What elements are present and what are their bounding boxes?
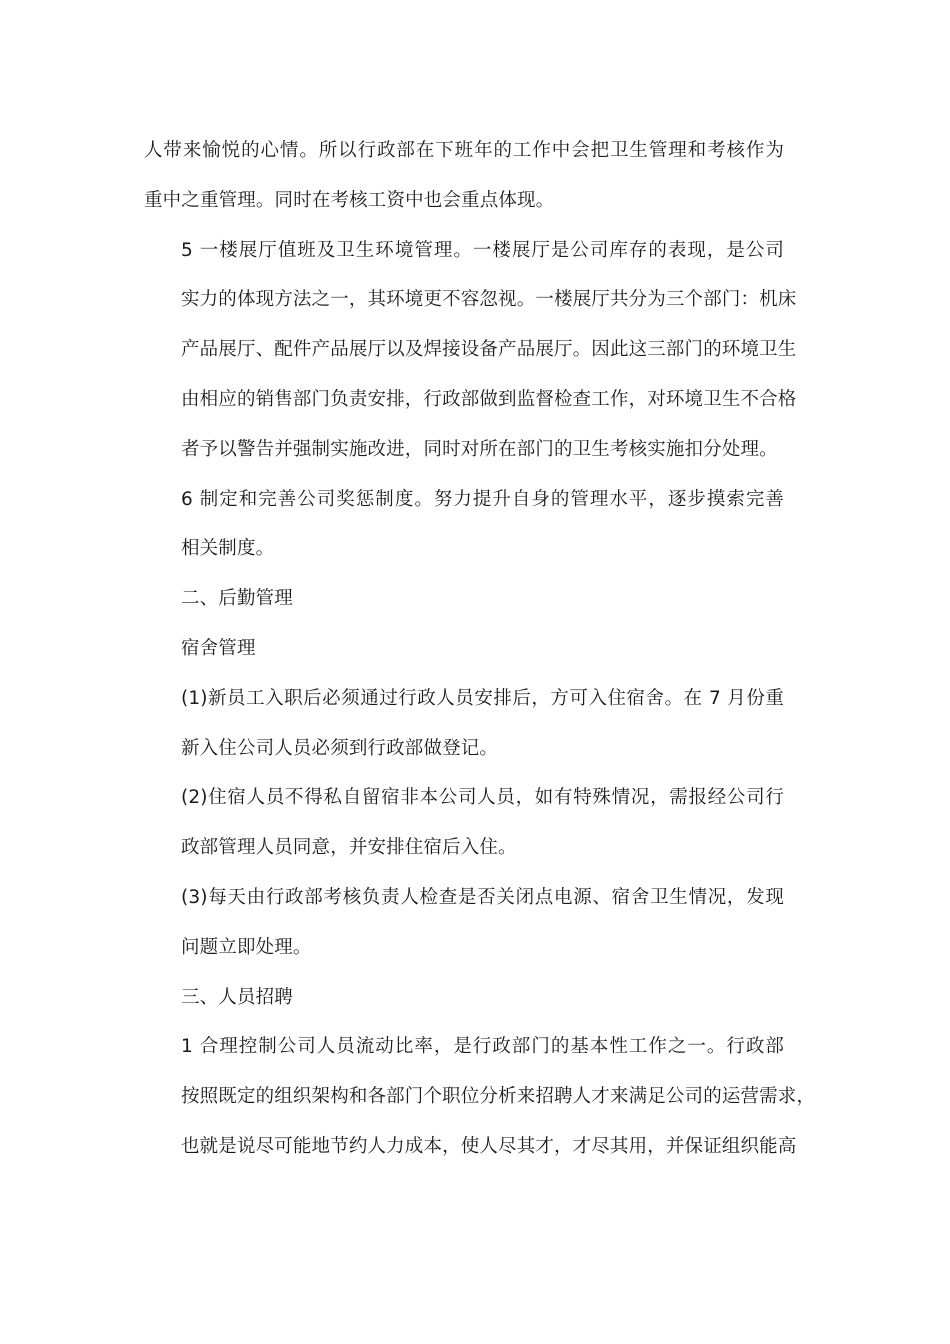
paragraph-recruitment-1: [144, 1022, 816, 1171]
text-line: 宿舍管理: [181, 637, 256, 659]
paragraph-item-5: [144, 226, 797, 475]
subheading-dormitory: [144, 624, 784, 674]
text-line: (2)住宿人员不得私自留宿非本公司人员，如有特殊情况，需报经公司行: [181, 787, 784, 809]
text-line: 三、人员招聘: [181, 986, 293, 1008]
section-heading-recruitment: [144, 973, 784, 1023]
text-line: 新入住公司人员必须到行政部做登记。: [181, 737, 499, 759]
text-line: 问题立即处理。: [181, 936, 312, 958]
paragraph-dorm-rule-3: [144, 873, 784, 973]
text-line: 重中之重管理。同时在考核工资中也会重点体现。: [144, 189, 555, 211]
text-line: 人带来愉悦的心情。所以行政部在下班年的工作中会把卫生管理和考核作为: [144, 140, 784, 161]
paragraph-item-6: [144, 475, 784, 575]
text-line: 二、后勤管理: [181, 588, 293, 610]
text-line: 产品展厅、配件产品展厅以及焊接设备产品展厅。因此这三部门的环境卫生: [181, 339, 797, 361]
text-line: (1)新员工入职后必须通过行政人员安排后，方可入住宿舍。在 7 月份重: [181, 687, 784, 709]
text-line: 由相应的销售部门负责安排，行政部做到监督检查工作，对环境卫生不合格: [181, 388, 797, 410]
text-line: 相关制度。: [181, 538, 275, 560]
text-line: 政部管理人员同意，并安排住宿后入住。: [181, 837, 517, 859]
text-line: 者予以警告并强制实施改进，同时对所在部门的卫生考核实施扣分处理。: [181, 438, 778, 460]
section-heading-logistics: [144, 574, 784, 624]
text-line: 也就是说尽可能地节约人力成本，使人尽其才，才尽其用，并保证组织能高: [181, 1135, 797, 1157]
paragraph-hygiene-continuation: [144, 126, 784, 226]
text-line: 6 制定和完善公司奖惩制度。努力提升自身的管理水平，逐步摸索完善: [181, 488, 784, 510]
text-line: 5 一楼展厅值班及卫生环境管理。一楼展厅是公司库存的表现，是公司: [181, 239, 784, 261]
paragraph-dorm-rule-1: [144, 674, 784, 774]
text-line: 1 合理控制公司人员流动比率，是行政部门的基本性工作之一。行政部: [181, 1036, 784, 1058]
paragraph-dorm-rule-2: [144, 773, 784, 873]
text-line: (3)每天由行政部考核负责人检查是否关闭点电源、宿舍卫生情况，发现: [181, 886, 784, 908]
text-line: 实力的体现方法之一，其环境更不容忽视。一楼展厅共分为三个部门：机床: [181, 289, 797, 311]
document-body: [144, 126, 816, 1172]
text-line: 按照既定的组织架构和各部门个职位分析来招聘人才来满足公司的运营需求，: [181, 1086, 816, 1108]
